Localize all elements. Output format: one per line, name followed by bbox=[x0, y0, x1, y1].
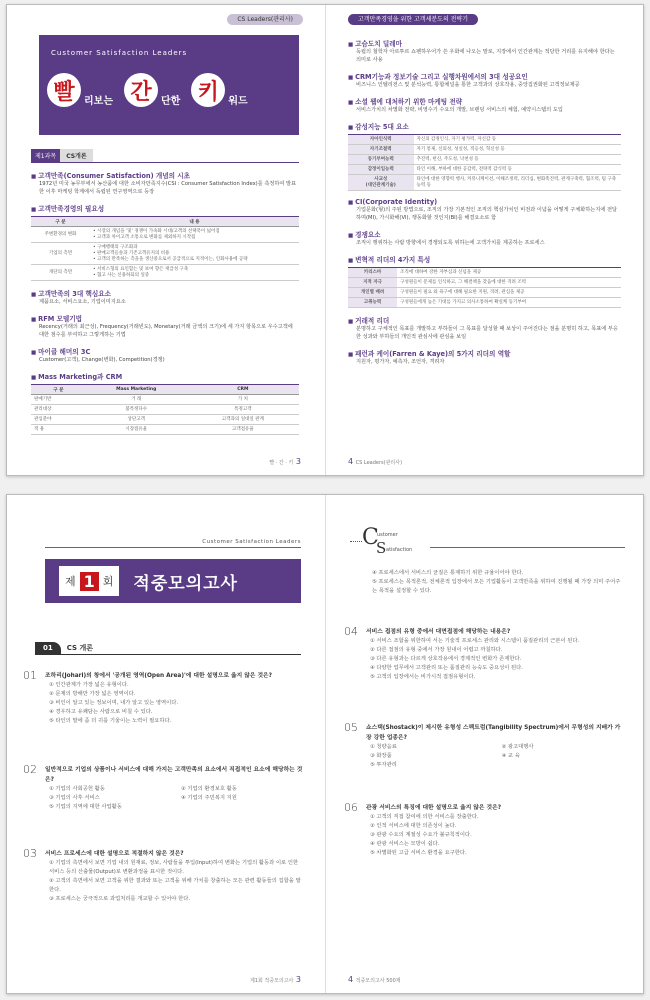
textbook-spread-2 bbox=[6, 494, 644, 994]
page-label: 제1회 적중모의고사 bbox=[249, 978, 294, 984]
table-cell: 동기부여능력 bbox=[348, 155, 414, 165]
section-title: ■ 고슴도치 딜레마 bbox=[348, 38, 621, 48]
table-cell: 개인별 배려 bbox=[348, 288, 397, 298]
table-row bbox=[348, 175, 621, 191]
page-number bbox=[269, 457, 301, 466]
page-num: 3 bbox=[295, 975, 301, 984]
table-header: CRM bbox=[187, 385, 299, 395]
table-cell: 자아인식력 bbox=[348, 135, 414, 145]
table-cell: 구성원들이 필요 와 욕구에 대해 필요한 지원, 격려, 관심을 제공 bbox=[397, 288, 621, 298]
table-cell: • 시장의 개념을 '및' 경쟁이 가속화 시대/고객의 선택폭이 넓어짐 • 고객과 차이고객 소통으로 변화를 제외하지 시작됨 bbox=[90, 227, 299, 243]
table-header: 구 분 bbox=[31, 217, 90, 227]
chapter-header bbox=[31, 149, 299, 163]
section-title: ■ 패런과 케이(Farren & Kaye)의 5가지 리더의 역할 bbox=[348, 348, 621, 358]
leader-traits-table bbox=[348, 267, 621, 308]
banner-word: 단한 bbox=[160, 96, 181, 107]
table-row bbox=[348, 135, 621, 145]
table-cell: 자신의 감정인식, 자기 평가력, 자신감 등 bbox=[414, 135, 621, 145]
cs-logo bbox=[350, 525, 430, 555]
section-title: ■ 고객만족의 3대 핵심요소 bbox=[31, 288, 299, 298]
section-title: ■ RFM 모델기법 bbox=[31, 313, 299, 323]
table-cell: • 구매행태의 구조화과 • 판매고객들솔과 기존고객유지의 비용 • 고객의 만족하는 측을을 생산중으로서 공급적으로 지적이는, 인화사용에 공략 bbox=[90, 243, 299, 265]
option[interactable]: ① 기업의 사회공헌 활동 bbox=[49, 786, 105, 792]
table-cell: 고취능력 bbox=[348, 298, 397, 308]
table-row bbox=[31, 227, 299, 243]
table-cell: 지적 자극 bbox=[348, 278, 397, 288]
section-title: ■ 감성지능 5대 요소 bbox=[348, 121, 621, 131]
header-label: Customer Satisfaction Leaders bbox=[202, 539, 301, 545]
table-cell: 타인에 대한 영향력 행사, 커뮤니케이션, 이해조정력, 리더십, 변화촉진력, 관계구축력, 협조력, 팀 구축능력 등 bbox=[414, 175, 621, 191]
question-text: 조하리(Johari)의 창에서 '공개된 영역(Open Area)'에 대한 설명으로 옳지 않은 것은? bbox=[45, 673, 273, 679]
section-title: ■ 경쟁요소 bbox=[348, 229, 621, 239]
section-body: 기업문화(형)의 주된 방법으로, 조직의 가장 기본적인 조직의 핵심가치인 비전과 이념을 어떻게 구체화하는지에 전달하며(MI), 가시화해(VI), 행동화할 것인지(BI)를 해결요소로 함 bbox=[356, 207, 618, 221]
option[interactable]: ② 인적 서비스에 대한 의존성이 높다. bbox=[370, 823, 457, 829]
logo-dot-line bbox=[350, 541, 362, 542]
page-label: 빨 · 간 · 키 bbox=[269, 460, 294, 466]
question-6 bbox=[344, 801, 623, 858]
keyword-char-circle: 키 bbox=[191, 73, 225, 107]
keyword-char-circle: 빨 bbox=[47, 73, 81, 107]
section-title: ■ 고객만족(Consumer Satisfaction) 개념의 시초 bbox=[31, 170, 299, 180]
eq-table bbox=[348, 134, 621, 191]
round-box bbox=[59, 566, 119, 596]
question-text: 일반적으로 기업의 상품이나 서비스에 대해 가지는 고객만족의 요소에서 직접적인 요소에 해당하는 것은? bbox=[45, 767, 303, 783]
question-text: 관광 서비스의 특징에 대한 설명으로 옳지 않은 것은? bbox=[366, 805, 502, 811]
section-body: 비즈니스 인텔리전스 및 분석능력, 통합채널을 통한 고객과의 상호작용, 중앙집권화된 고객정보제공 bbox=[356, 82, 580, 88]
option[interactable]: ③ 기업의 사후 서비스 bbox=[49, 795, 100, 801]
section-body: 서비스가치의 차별화 전략, 비영수기 수요의 개발, 브랜딩 서비스의 체험, 예약시스템의 도입 bbox=[356, 107, 563, 113]
table-row bbox=[348, 288, 621, 298]
book-tag: CS Leaders(관리사) bbox=[227, 14, 303, 25]
table-cell: 자기조절력 bbox=[348, 145, 414, 155]
option[interactable]: ① 청량음료 bbox=[370, 744, 397, 750]
table-cell: 개단의 측면 bbox=[31, 265, 90, 281]
question-text: 서비스 접점의 유형 중에서 대면접점에 해당하는 내용은? bbox=[366, 629, 511, 635]
option[interactable]: ② 문제의 방해만 가장 넓은 영역이다. bbox=[49, 691, 136, 697]
chapter-number: 제1과목 bbox=[31, 149, 60, 162]
section-header bbox=[35, 641, 301, 655]
table-header: Mass Marketing bbox=[86, 385, 187, 395]
option[interactable]: ② 고객의 측면에서 보면 고객을 위한 결과와 또는 고객을 위해 가치를 창출하는 모든 관련 활동들의 집합을 말한다. bbox=[49, 878, 301, 893]
option[interactable]: ③ 비인이 알고 있는 정보이며, 내가 알고 있는 영역이다. bbox=[49, 700, 179, 706]
table-cell: 구성원들에게 높은 기대를 가지고 의사소통하여 확실케 동기부여 bbox=[397, 298, 621, 308]
question-number: 02 bbox=[23, 763, 37, 776]
table-cell: • 서비스형의 표인합는 및 보여 향은 재급성 구축 • 협고 사는 신용하되의 일증 bbox=[90, 265, 299, 281]
table-header: 구 분 bbox=[31, 385, 86, 395]
logo-c: C bbox=[362, 525, 379, 550]
mass-vs-crm-table bbox=[31, 384, 299, 435]
keyword-summary-page bbox=[7, 5, 326, 475]
question-text: 쇼스택(Shostack)이 제시한 유형성 스펙트럼(Tangibility Spectrum)에서 무형성의 지배가 가장 강한 업종은? bbox=[366, 725, 621, 741]
option[interactable]: ① 고객의 직접 참여에 의한 서비스를 장출한다. bbox=[370, 814, 479, 820]
exam-title: 적중모의고사 bbox=[133, 573, 238, 594]
page-label: CS Leaders(관리사) bbox=[355, 460, 403, 466]
chapter-name: CS개론 bbox=[60, 149, 92, 162]
round-je: 제 bbox=[65, 575, 76, 588]
option[interactable]: ② 기업의 환경보호 활동 bbox=[181, 786, 237, 792]
table-cell: 조직에 대하여 강한 자부심과 신념을 제공 bbox=[397, 268, 621, 278]
necessity-table bbox=[31, 216, 299, 281]
table-cell: 사교성 (대인관계기술) bbox=[348, 175, 414, 191]
table-row bbox=[31, 405, 299, 415]
book-tag: 고객만족경영을 위한 고객세분도의 전략기 bbox=[348, 14, 478, 25]
table-cell: 감정이입능력 bbox=[348, 165, 414, 175]
option[interactable]: ⑤ 타인의 말에 좀 더 귀를 기울이는 노력이 필요하다. bbox=[49, 718, 172, 724]
table-row bbox=[348, 268, 621, 278]
table-row bbox=[31, 265, 299, 281]
table-cell: 고객과의 일대일 관계 bbox=[187, 415, 299, 425]
question-text: 서비스 프로세스에 대한 설명으로 적절하지 않은 것은? bbox=[45, 851, 184, 857]
keyword-banner bbox=[39, 35, 299, 135]
table-cell: 자기 통제, 신뢰성, 성실성, 적응성, 혁신성 등 bbox=[414, 145, 621, 155]
question-number: 01 bbox=[23, 669, 37, 682]
table-header: 내 용 bbox=[90, 217, 299, 227]
question-2 bbox=[23, 763, 303, 812]
section-body: Customer(고객), Change(변화), Competition(경쟁) bbox=[39, 357, 165, 363]
section-title: ■ CI(Corporate Identity) bbox=[348, 198, 621, 206]
textbook-spread-1 bbox=[6, 4, 644, 476]
section-title: ■ 거래적 리더 bbox=[348, 315, 621, 325]
option[interactable]: ④ 관광 서비스는 모방이 쉽다. bbox=[370, 841, 440, 847]
page-number bbox=[348, 457, 402, 466]
header-rule bbox=[45, 547, 301, 548]
header-rule bbox=[430, 547, 625, 548]
table-cell: 거 래 bbox=[86, 395, 187, 405]
table-cell: 판매기반 bbox=[31, 395, 86, 405]
table-cell: 적 용 bbox=[31, 425, 86, 435]
continued-option[interactable]: ⑤ 프로세스는 목적론적, 전체론적 입장에서 모든 기업활동이 고객만족을 위하여 진행될 때 가장 의미 주어주는 목적을 설정할 수 있다. bbox=[372, 579, 621, 594]
table-cell: 상단고객 bbox=[86, 415, 187, 425]
table-cell: 관심분야 bbox=[31, 415, 86, 425]
option[interactable]: ② 광고대행사 bbox=[501, 744, 534, 750]
mock-exam-page bbox=[7, 495, 326, 993]
banner-word: 리보는 bbox=[84, 96, 113, 107]
option[interactable]: ③ 화장품 bbox=[370, 753, 392, 759]
section-body: 분명하고 구체적인 목표를 개발하고 부하들이 그 목표를 달성할 때 보상이 주어진다는 점을 분명히 하고, 목표에 부응한 성과와 부하들의 개인적 관심사에 관심을 보임 bbox=[356, 326, 618, 340]
round-number: 1 bbox=[80, 572, 99, 591]
page-num: 4 bbox=[348, 457, 354, 466]
section-title: ■ 변혁적 리더의 4가지 특성 bbox=[348, 254, 621, 264]
section-title: ■ Mass Marketing과 CRM bbox=[31, 371, 299, 381]
page-num: 3 bbox=[295, 457, 301, 466]
section-body: 조직이 행위하는 사람 방향에서 경쟁되도록 위하는에 고객가치를 제공하는 프로세스 bbox=[356, 240, 545, 246]
section-title: ■ CRM기능과 정보기술 그리고 실행차원에서의 3대 성공요인 bbox=[348, 71, 621, 81]
section-body: 독립의 철학자 아르투르 쇼펜하우어가 쓴 우화에 나오는 말로, 지장에서 인간관계는 적당한 거리를 유지해야 한다는 의미로 사용 bbox=[356, 49, 615, 63]
section-body: Recency(거래의 최근성), Frequency(거래빈도), Monetary(거래 금액의 크기)에 세 가지 항목으로 우수고객에 대한 점수를 부여하고 그렇게하는 기법 bbox=[39, 324, 293, 338]
option[interactable]: ③ 프로세스는 궁극적으로 과업처리를 개교할 수 있어야 한다. bbox=[49, 896, 191, 902]
option[interactable]: ① 서비스 조합을 위한하여 서는 기술적 프로세스 관리와 시스템이 품질관리의 근본이 된다. bbox=[370, 638, 580, 644]
option[interactable]: ① 기업의 측면에서 보면 기업 내의 원재료, 정보, 사람들을 투입(Input)하여 변화는 기업의 활동과 이로 인한 서비스 등의 산출물(Output)로 변환과정을 표시한 것이다. bbox=[49, 860, 299, 875]
mock-exam-page-right bbox=[326, 495, 645, 993]
question-number: 04 bbox=[344, 625, 358, 638]
logo-s: S bbox=[376, 539, 387, 557]
table-cell: 관리대상 bbox=[31, 405, 86, 415]
option[interactable]: ④ 교 육 bbox=[501, 753, 520, 759]
section-body: 지원자, 평가자, 예측자, 조언자, 격려자 bbox=[356, 359, 445, 365]
question-5 bbox=[344, 721, 623, 770]
exam-title-banner bbox=[45, 559, 301, 603]
section-title: ■ 소셜 웹에 대처하기 위한 마케팅 전략 bbox=[348, 96, 621, 106]
table-cell: 고객점유율 bbox=[187, 425, 299, 435]
keyword-char-circle: 간 bbox=[124, 73, 158, 107]
section-title: ■ 마이클 해머의 3C bbox=[31, 346, 299, 356]
table-cell: 추진력, 헌신, 주도성, 낙천성 등 bbox=[414, 155, 621, 165]
continued-option[interactable]: ④ 프로세스에서 서비스의 균질은 통제하기 위한 규율이어야 한다. bbox=[372, 570, 524, 576]
table-row bbox=[31, 395, 299, 405]
option[interactable]: ③ 다른 유형과는 다르게 상호작용에서 경제적인 변화가 존재한다. bbox=[370, 656, 522, 662]
page-number bbox=[250, 975, 301, 984]
table-row bbox=[31, 243, 299, 265]
option[interactable]: ④ 경우하고 유쾌담는 사람으로 비칠 수 있다. bbox=[49, 709, 153, 715]
table-row bbox=[348, 165, 621, 175]
keyword-summary-page-right bbox=[326, 5, 645, 475]
section-name: CS 개론 bbox=[66, 643, 94, 652]
table-cell: 기업의 측면 bbox=[31, 243, 90, 265]
section-body: 1972년 미국 농무부에서 농산품에 대한 소비자만족지수(CSI : Consumer Satisfaction Index)를 측정하여 발표한 이후 마케팅 학계에서 독립된 연구영역으로 등장 bbox=[39, 181, 297, 195]
option[interactable]: ⑤ 차별화된 고급 서비스 환경을 요구한다. bbox=[370, 850, 467, 856]
question-number: 03 bbox=[23, 847, 37, 860]
table-row bbox=[31, 425, 299, 435]
option[interactable]: ① 인간관계가 가장 넓은 유형이다. bbox=[49, 682, 129, 688]
table-cell: 주변환경의 변화 bbox=[31, 227, 90, 243]
section-title: ■ 고객만족경영의 필요성 bbox=[31, 203, 299, 213]
page-number bbox=[348, 975, 401, 984]
table-cell: 시장점유율 bbox=[86, 425, 187, 435]
question-3 bbox=[23, 847, 303, 904]
logo-text1: ustomer bbox=[377, 532, 398, 538]
question-number: 06 bbox=[344, 801, 358, 814]
option[interactable]: ② 다른 접점의 유형 중에서 가장 원내이 어렵고 까칠하다. bbox=[370, 647, 503, 653]
option[interactable]: ④ 기업의 주민복지 지원 bbox=[181, 795, 237, 801]
question-1 bbox=[23, 669, 303, 726]
table-row bbox=[348, 145, 621, 155]
table-cell: 타인 이해, 부하에 대한 공감력, 전략적 감식력 등 bbox=[414, 165, 621, 175]
round-hoe: 회 bbox=[102, 575, 114, 588]
option[interactable]: ⑤ 기업의 지역에 대한 사업활동 bbox=[49, 804, 122, 810]
page-label: 적중모의고사 500제 bbox=[355, 978, 401, 984]
table-row bbox=[31, 415, 299, 425]
option[interactable]: ③ 관광 수요의 계절성 수요가 불규칙적이다. bbox=[370, 832, 472, 838]
option[interactable]: ④ 다양한 업무에서 고객관리 또는 품질관리 능숙도 중요성이 된다. bbox=[370, 665, 523, 671]
section-body: 제품요소, 서비스요소, 기업이미지요소 bbox=[39, 299, 126, 305]
table-cell: 카리스마 bbox=[348, 268, 397, 278]
section-number: 01 bbox=[35, 642, 61, 654]
table-cell: 특정고객 bbox=[187, 405, 299, 415]
table-row bbox=[348, 278, 621, 288]
table-cell: 구성원들이 문제를 인식하고, 그 해결책을 찾음에 대한 격려 조력 bbox=[397, 278, 621, 288]
table-row bbox=[348, 298, 621, 308]
page-num: 4 bbox=[348, 975, 354, 984]
banner-subtitle: Customer Satisfaction Leaders bbox=[51, 49, 188, 57]
table-cell: 가 치 bbox=[187, 395, 299, 405]
option[interactable]: ⑤ 고객의 입장에서는 비가시적 접점유형이다. bbox=[370, 674, 476, 680]
table-row bbox=[348, 155, 621, 165]
table-cell: 불특정다수 bbox=[86, 405, 187, 415]
question-number: 05 bbox=[344, 721, 358, 734]
logo-text2: atisfaction bbox=[386, 547, 413, 553]
banner-word: 워드 bbox=[228, 96, 248, 107]
option[interactable]: ⑤ 투자관리 bbox=[370, 762, 397, 768]
question-4 bbox=[344, 625, 623, 682]
